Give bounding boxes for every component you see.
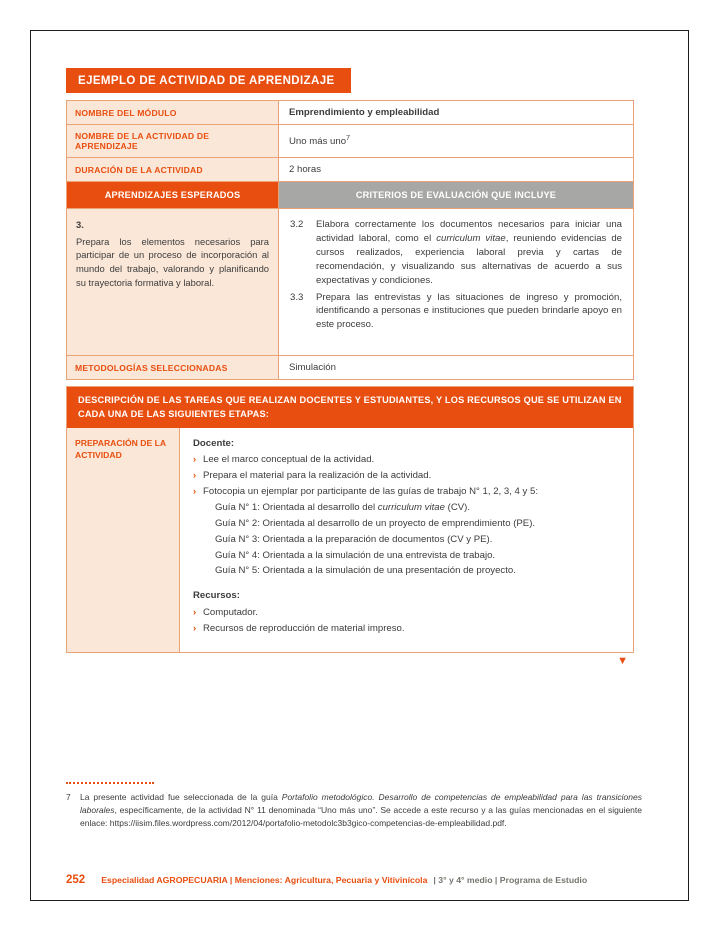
footnote-number: 7 [66, 792, 71, 802]
duration-row [67, 158, 633, 182]
footer-program: | 3° y 4° medio | Programa de Estudio [433, 875, 588, 885]
footnote-body [66, 791, 642, 829]
bullet-icon: › [193, 607, 197, 619]
activity-name-value [279, 125, 633, 157]
criterion-number: 3.3 [290, 291, 304, 303]
methodology-value [279, 356, 633, 379]
criterion-item [290, 291, 622, 333]
list-item-text: Prepara el material para la realización de la actividad. [203, 470, 432, 482]
bullet-icon: › [193, 470, 197, 482]
duration-value [279, 158, 633, 181]
bullet-icon: › [193, 486, 197, 498]
docente-heading: Docente: [193, 437, 235, 449]
footnote [66, 782, 642, 829]
activity-title: EJEMPLO DE ACTIVIDAD DE APRENDIZAJE [78, 75, 335, 87]
criteria-cell [279, 209, 633, 355]
guia-item: Guía N° 5: Orientada a la simulación de una presentación de proyecto. [215, 565, 516, 577]
list-item [193, 469, 620, 484]
duration-text: 2 horas [289, 164, 321, 175]
module-name-label: NOMBRE DEL MÓDULO [67, 101, 279, 124]
learning-objective-cell [67, 209, 279, 355]
expected-learning-header: APRENDIZAJES ESPERADOS [67, 182, 279, 208]
footnote-text: La presente actividad fue seleccionada de la guía Portafolio metodológico. Desarrollo de competencias de empleabilidad para las transiciones laborales, específicamente, de la actividad N° 11 denominada “Uno más uno”. Se accede a este recurso y a las guías mencionadas en el siguiente enlace: https://iisim.files.wordpress.com/2012/04/portafolio-metodolc3b3gico-competencias-de-empleabilidad.pdf. [80, 792, 642, 828]
methodology-text: Simulación [289, 362, 336, 373]
list-item [193, 453, 620, 468]
guia-item: Guía N° 2: Orientada al desarrollo de un proyecto de emprendimiento (PE). [215, 517, 536, 529]
bullet-icon: › [193, 454, 197, 466]
footnote-link[interactable]: https://iisim.files.wordpress.com/2012/04/portafolio-metodolc3b3gico-competencias-de-empleabilidad.pdf. [109, 817, 507, 828]
page-number: 252 [66, 874, 86, 886]
guias-list [193, 501, 620, 579]
footnote-ref: 7 [346, 134, 350, 142]
guia-item: Guía N° 1: Orientada al desarrollo del curriculum vitae (CV). [215, 501, 471, 513]
criterion-number: 3.2 [290, 219, 304, 230]
preparation-content [180, 428, 633, 652]
objective-number: 3. [76, 219, 84, 230]
methodology-row [67, 356, 633, 379]
criterion-text: Elabora correctamente los documentos necesarios para iniciar una actividad laboral, como el curriculum vitae, reuniendo evidencias de cursos realizados, experiencia laboral previa y cartas de recomendación, y visualizando sus alternativas de acuerdo a sus expectativas y condiciones. [316, 219, 622, 286]
list-item [193, 485, 620, 500]
preparation-row [67, 428, 633, 652]
duration-label: DURACIÓN DE LA ACTIVIDAD [67, 158, 279, 181]
objective-text: Prepara los elementos necesarios para participar de un proceso de incorporación al mundo del trabajo, valorando y planificando su trayectoria formativa y laboral. [76, 235, 269, 288]
list-item [193, 622, 620, 637]
module-name-value [279, 101, 633, 124]
recursos-heading: Recursos: [193, 590, 240, 602]
list-item-text: Recursos de reproducción de material impreso. [203, 622, 405, 634]
evaluation-criteria-header: CRITERIOS DE EVALUACIÓN QUE INCLUYE [279, 182, 633, 208]
methodology-label: METODOLOGÍAS SELECCIONADAS [67, 356, 279, 379]
column-headers-row [67, 182, 633, 209]
list-item [193, 606, 620, 621]
criterion-item [290, 218, 622, 288]
activity-name-text: Uno más uno$^7$ [289, 134, 350, 147]
list-item-text: Lee el marco conceptual de la actividad. [203, 454, 375, 466]
footer-specialty: Especialidad AGROPECUARIA | Menciones: Agricultura, Pecuaria y Vitivinícola [101, 875, 428, 885]
list-item-text: Fotocopia un ejemplar por participante de las guías de trabajo N° 1, 2, 3, 4 y 5: [203, 486, 539, 498]
activity-name-label: NOMBRE DE LA ACTIVIDAD DE APRENDIZAJE [67, 125, 279, 157]
module-name-text: Emprendimiento y empleabilidad [289, 107, 440, 118]
list-item-text: Computador. [203, 607, 258, 619]
preparation-label: PREPARACIÓN DE LA ACTIVIDAD [67, 428, 180, 652]
continuation-arrow-icon: ▼ [617, 654, 628, 667]
activity-title-banner [66, 68, 351, 93]
bullet-icon: › [193, 622, 197, 634]
tasks-description-table [66, 386, 634, 653]
objective-criteria-row [67, 209, 633, 356]
tasks-description-band: DESCRIPCIÓN DE LAS TAREAS QUE REALIZAN DOCENTES Y ESTUDIANTES, Y LOS RECURSOS QUE SE UTILIZAN EN CADA UNA DE LAS SIGUIENTES ETAPAS: [67, 387, 633, 428]
activity-name-row [67, 125, 633, 158]
activity-info-table [66, 100, 634, 380]
criterion-text: Prepara las entrevistas y las situaciones de ingreso y promoción, identificando a personas e instituciones que pueden brindarle apoyo en este proceso. [316, 291, 622, 331]
footnote-separator [66, 782, 154, 784]
guia-item: Guía N° 3: Orientada a la preparación de documentos (CV y PE). [215, 533, 493, 545]
guia-item: Guía N° 4: Orientada a la simulación de una entrevista de trabajo. [215, 549, 496, 561]
page-footer [66, 874, 646, 886]
module-name-row [67, 101, 633, 125]
page-content [66, 68, 634, 667]
